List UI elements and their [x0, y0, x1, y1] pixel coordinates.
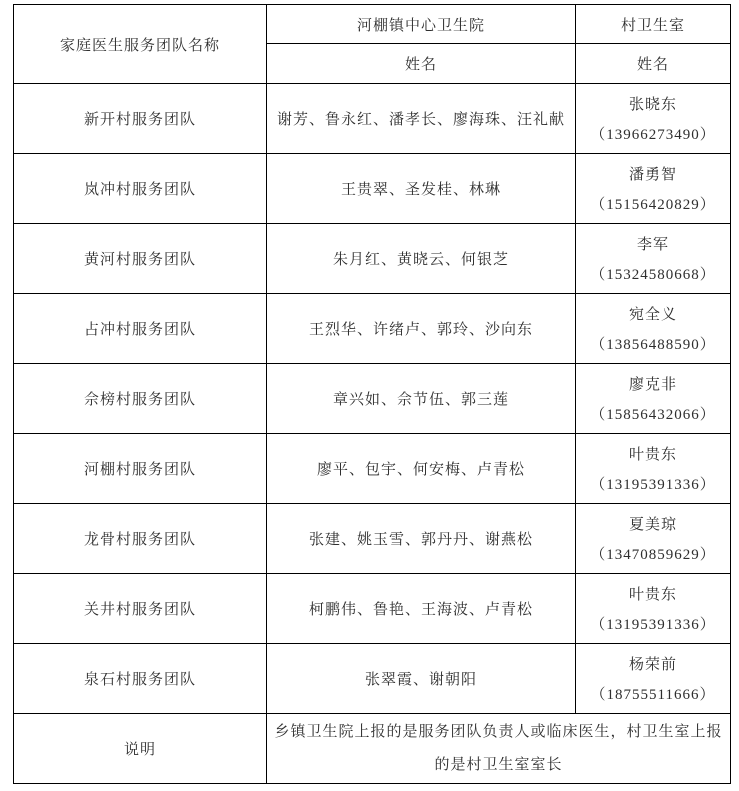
village-contact-cell	[576, 644, 731, 714]
village-doctor-phone: （15856432066）	[590, 407, 716, 423]
note-row	[14, 714, 731, 784]
village-doctor-name: 张晓东	[628, 97, 677, 113]
hospital-names-cell: 张建、姚玉雪、郭丹丹、谢燕松	[267, 504, 576, 574]
team-name-cell: 占冲村服务团队	[14, 294, 267, 364]
village-contact-cell	[576, 294, 731, 364]
header-village-column-title: 村卫生室	[576, 5, 731, 44]
note-label-cell: 说明	[14, 714, 267, 784]
village-doctor-phone: （15156420829）	[590, 197, 716, 213]
table-row	[14, 644, 731, 714]
village-doctor-name: 宛全义	[628, 307, 677, 323]
header-village-sub-header: 姓名	[576, 44, 731, 84]
village-doctor-phone: （13856488590）	[590, 337, 716, 353]
table-row	[14, 84, 731, 154]
village-doctor-phone: （18755511666）	[590, 687, 716, 703]
hospital-names-cell: 王贵翠、圣发桂、林琳	[267, 154, 576, 224]
village-contact-cell	[576, 224, 731, 294]
village-doctor-name: 李军	[636, 237, 669, 253]
village-doctor-name: 夏美琼	[628, 517, 677, 533]
team-name-cell: 佘榜村服务团队	[14, 364, 267, 434]
village-contact-cell	[576, 364, 731, 434]
team-name-cell: 泉石村服务团队	[14, 644, 267, 714]
village-doctor-phone: （15324580668）	[590, 267, 716, 283]
village-contact-cell	[576, 84, 731, 154]
village-doctor-name: 叶贵东	[628, 447, 677, 463]
table-row	[14, 224, 731, 294]
village-doctor-phone: （13195391336）	[590, 477, 716, 493]
hospital-names-cell: 谢芳、鲁永红、潘孝长、廖海珠、汪礼献	[267, 84, 576, 154]
village-doctor-phone: （13195391336）	[590, 617, 716, 633]
hospital-names-cell: 廖平、包宇、何安梅、卢青松	[267, 434, 576, 504]
table-row	[14, 434, 731, 504]
hospital-names-cell: 王烈华、许绪卢、郭玲、沙向东	[267, 294, 576, 364]
village-doctor-phone: （13966273490）	[590, 127, 716, 143]
village-doctor-name: 杨荣前	[628, 657, 677, 673]
village-doctor-phone: （13470859629）	[590, 547, 716, 563]
team-name-cell: 关井村服务团队	[14, 574, 267, 644]
hospital-names-cell: 柯鹏伟、鲁艳、王海波、卢青松	[267, 574, 576, 644]
family-doctor-teams-table	[13, 4, 731, 784]
hospital-names-cell: 张翠霞、谢朝阳	[267, 644, 576, 714]
village-doctor-name: 廖克非	[628, 377, 677, 393]
team-name-cell: 岚冲村服务团队	[14, 154, 267, 224]
table-row	[14, 574, 731, 644]
team-name-cell: 龙骨村服务团队	[14, 504, 267, 574]
header-row-top	[14, 5, 731, 44]
note-text-cell: 乡镇卫生院上报的是服务团队负责人或临床医生，村卫生室上报的是村卫生室室长	[267, 714, 731, 784]
table-row	[14, 504, 731, 574]
table-row	[14, 364, 731, 434]
table-row	[14, 154, 731, 224]
team-name-cell: 黄河村服务团队	[14, 224, 267, 294]
village-contact-cell	[576, 574, 731, 644]
hospital-names-cell: 朱月红、黄晓云、何银芝	[267, 224, 576, 294]
team-name-cell: 河棚村服务团队	[14, 434, 267, 504]
hospital-names-cell: 章兴如、佘节伍、郭三莲	[267, 364, 576, 434]
village-contact-cell	[576, 434, 731, 504]
header-team-column-title: 家庭医生服务团队名称	[14, 5, 267, 84]
village-doctor-name: 叶贵东	[628, 587, 677, 603]
table-row	[14, 294, 731, 364]
village-doctor-name: 潘勇智	[628, 167, 677, 183]
team-name-cell: 新开村服务团队	[14, 84, 267, 154]
village-contact-cell	[576, 504, 731, 574]
village-contact-cell	[576, 154, 731, 224]
header-hospital-column-title: 河棚镇中心卫生院	[267, 5, 576, 44]
header-hospital-sub-header: 姓名	[267, 44, 576, 84]
